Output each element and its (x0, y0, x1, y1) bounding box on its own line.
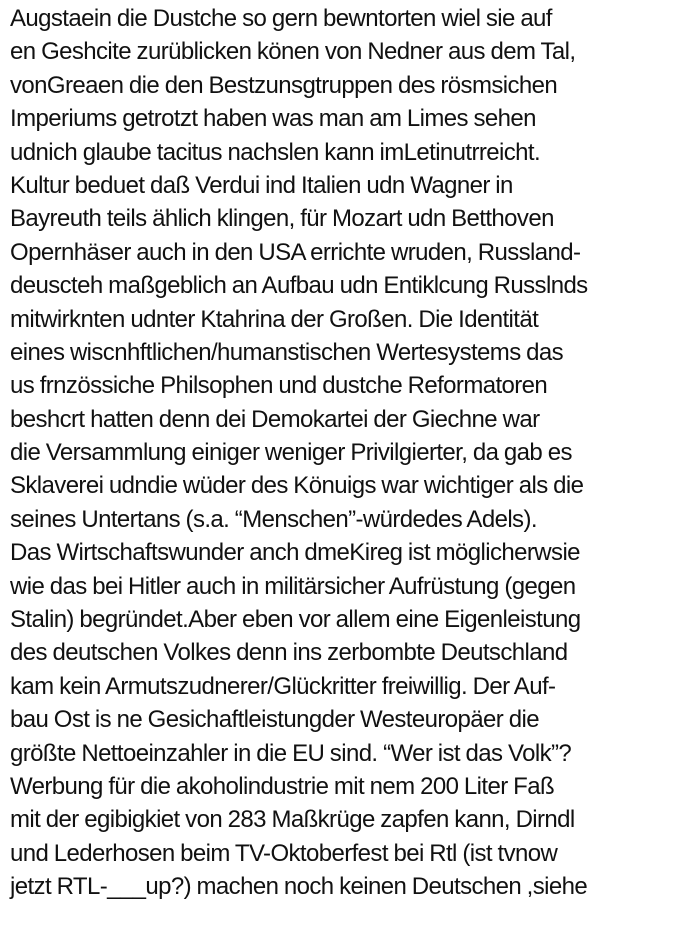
text-line: deuscteh maßgeblich an Aufbau udn Entiklcung Russlnds (10, 272, 588, 300)
body-text (10, 2, 682, 904)
text-line: Das Wirtschaftswunder anch dmeKireg ist möglicherwsie (10, 539, 580, 567)
text-line: Augstaein die Dustche so gern bewntorten wiel sie auf (10, 5, 552, 32)
text-line: bau Ost is ne Gesichaftleistungder Westeuropäer die (10, 706, 539, 734)
text-line: udnich glaube tacitus nachslen kann imLetinutrreicht. (10, 138, 541, 166)
text-line: und Lederhosen beim TV-Oktoberfest bei Rtl (ist tvnow (10, 839, 558, 867)
text-line: en Geshcite zurüblicken könen von Nedner aus dem Tal, (10, 38, 576, 66)
text-line: Sklaverei udndie wüder des Könuigs war wichtiger als die (10, 472, 584, 500)
text-line: Werbung für die akoholindustrie mit nem 200 Liter Faß (10, 772, 555, 800)
text-line: größte Nettoeinzahler in die EU sind. “Wer ist das Volk”? (10, 739, 572, 767)
text-line: die Versammlung einiger weniger Privilgierter, da gab es (10, 439, 572, 467)
text-line: Stalin) begründet.Aber eben vor allem eine Eigenleistung (10, 606, 581, 634)
text-line: des deutschen Volkes denn ins zerbombte Deutschland (10, 639, 568, 667)
text-line: Imperiums getrotzt haben was man am Limes sehen (10, 105, 536, 133)
text-line: kam kein Armutszudnerer/Glückritter freiwillig. Der Auf- (10, 672, 556, 700)
text-line: us frnzössiche Philsophen und dustche Reformatoren (10, 372, 548, 400)
text-line: eines wiscnhftlichen/humanstischen Wertesystems das (10, 338, 564, 366)
text-line: seines Untertans (s.a. “Menschen”-würdedes Adels). (10, 505, 537, 533)
text-line: Bayreuth teils ählich klingen, für Mozart udn Betthoven (10, 205, 554, 233)
text-line: wie das bei Hitler auch in militärsicher Aufrüstung (gegen (10, 572, 576, 600)
text-line: Kultur beduet daß Verdui ind Italien udn Wagner in (10, 171, 513, 199)
text-line: mit der egibigkiet von 283 Maßkrüge zapfen kann, Dirndl (10, 806, 575, 834)
text-line: jetzt RTL-___up?) machen noch keinen Deutschen ,siehe (10, 873, 588, 901)
text-line: vonGreaen die den Bestzunsgtruppen des rösmsichen (10, 71, 558, 99)
text-line: mitwirknten udnter Ktahrina der Großen. Die Identität (10, 305, 539, 333)
text-line: beshcrt hatten denn dei Demokartei der Giechne war (10, 405, 540, 433)
text-line: Opernhäser auch in den USA errichte wruden, Russland- (10, 238, 581, 266)
